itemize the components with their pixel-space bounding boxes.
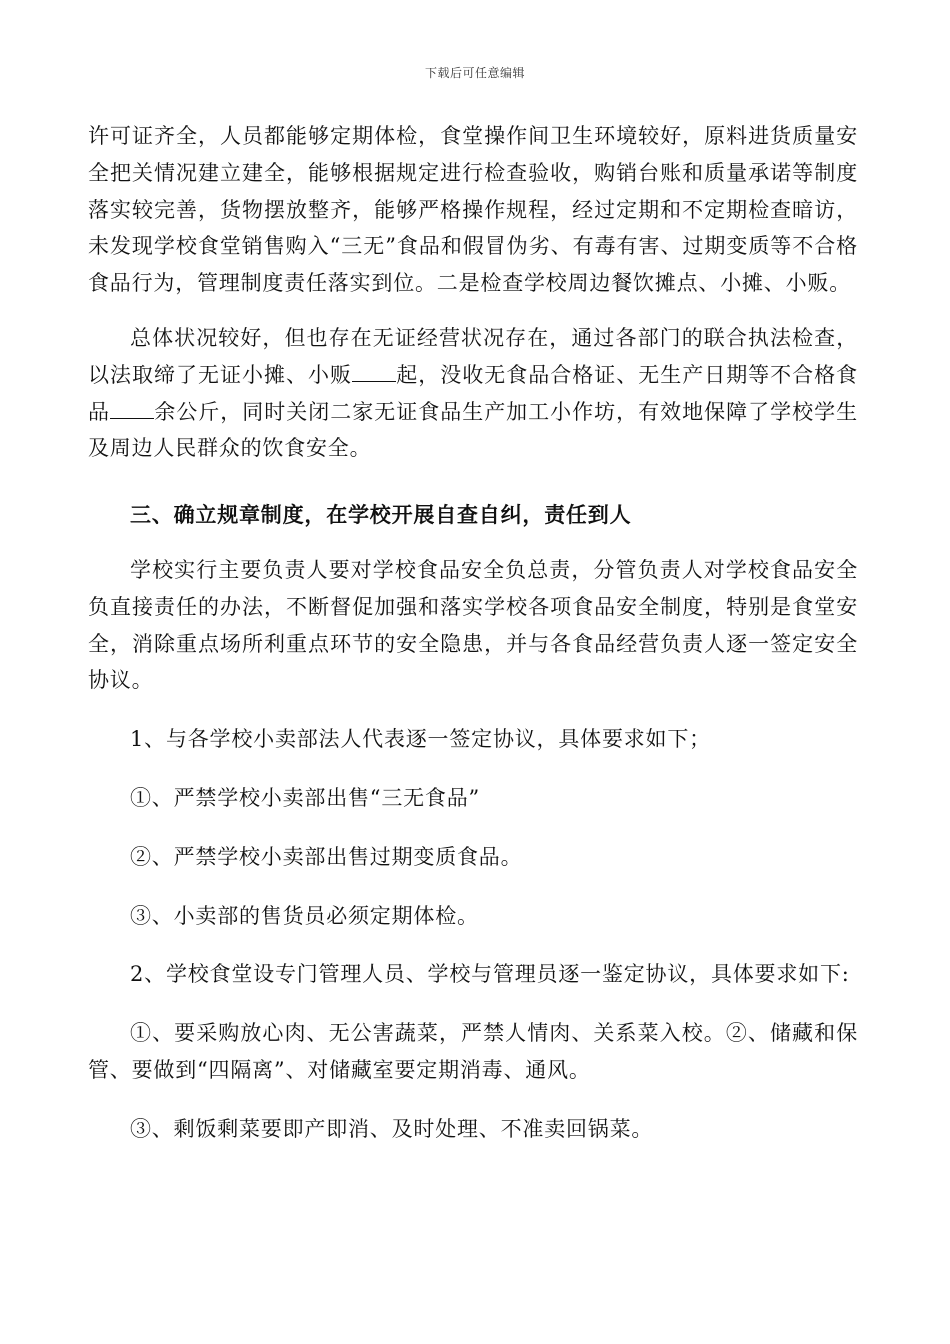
- paragraph-overall-status-part2: 起，没收无食品合格证、无生产日期等不合格食品: [88, 362, 858, 424]
- document-body: [88, 118, 858, 1148]
- paragraph-overall-status: [88, 320, 858, 467]
- page-header-watermark: 下载后可任意编辑: [424, 66, 525, 80]
- list-item-1-sub-1: ①、严禁学校小卖部出售“三无食品”: [130, 785, 481, 810]
- paragraph-responsibility: 学校实行主要负责人要对学校食品安全负总责，分管负责人对学校食品安全负直接责任的办法，不断督促加强和落实学校各项食品安全制度，特别是食堂安全，消除重点场所利重点环节的安全隐患，并与各食品经营负责人逐一签定安全协议。: [88, 557, 858, 693]
- list-item-1: 1、与各学校小卖部法人代表逐一签定协议，具体要求如下；: [130, 727, 711, 752]
- section-heading-3: 三、确立规章制度，在学校开展自查自纠，责任到人: [130, 502, 632, 528]
- paragraph-overall-status-part1: 总体状况较好，但也存在无证经营状况存在，通过各部门的联合执法检查，以法取缔了无证小摊、小贩: [88, 325, 858, 387]
- list-item-1-sub-2: ②、严禁学校小卖部出售过期变质食品。: [130, 844, 523, 869]
- paragraph-overall-status-part3: 余公斤，同时关闭二家无证食品生产加工小作坊，有效地保障了学校学生及周边人民群众的饮食安全。: [88, 399, 858, 461]
- list-item-2-sub-1: ①、要采购放心肉、无公害蔬菜，严禁人情肉、关系菜入校。②、储藏和保管、要做到“四隔离”、对储藏室要定期消毒、通风。: [88, 1021, 858, 1082]
- paragraph-inspection-results: 许可证齐全，人员都能够定期体检，食堂操作间卫生环境较好，原料进货质量安全把关情况建立建全，能够根据规定进行检查验收，购销台账和质量承诺等制度落实较完善，货物摆放整齐，能够严格操作规程，经过定期和不定期检查暗访，未发现学校食堂销售购入“三无”食品和假冒伪劣、有毒有害、过期变质等不合格食品行为，管理制度责任落实到位。二是检查学校周边餐饮摊点、小摊、小贩。: [88, 124, 858, 296]
- list-item-2: 2、学校食堂设专门管理人员、学校与管理员逐一鉴定协议，具体要求如下:: [130, 962, 850, 987]
- blank-count-field: [352, 363, 396, 382]
- list-item-2-sub-3: ③、剩饭剩菜要即产即消、及时处理、不准卖回锅菜。: [130, 1116, 654, 1141]
- blank-weight-field: [110, 400, 154, 419]
- list-item-1-sub-3: ③、小卖部的售货员必须定期体检。: [130, 903, 479, 928]
